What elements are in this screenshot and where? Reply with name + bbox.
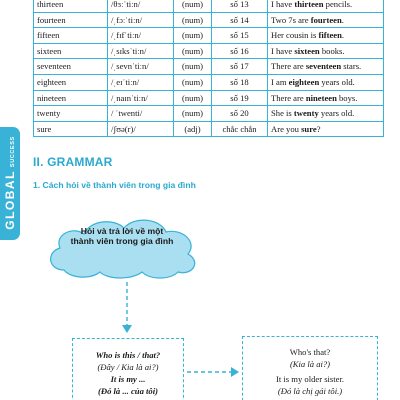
section-heading: II. GRAMMAR xyxy=(33,155,113,169)
example-text-end: boys. xyxy=(336,92,358,103)
example-keyword: eighteen xyxy=(288,76,320,87)
example-text-end: pencils. xyxy=(323,0,353,9)
example-keyword: fifteen xyxy=(318,30,342,41)
pattern-question-translation: (Đây / Kia là ai?) xyxy=(97,362,159,372)
type-cell: (num) xyxy=(174,28,212,44)
ipa-cell: /ˌfɔːˈtiːn/ xyxy=(108,12,174,28)
example-text-start: There are xyxy=(271,61,306,72)
example-question-translation: (Kia là ai?) xyxy=(289,359,331,369)
type-cell: (num) xyxy=(174,12,212,28)
example-keyword: twenty xyxy=(293,108,319,119)
example-text-end: years old. xyxy=(318,108,355,119)
word-cell: fifteen xyxy=(34,28,108,44)
example-keyword: nineteen xyxy=(305,92,337,103)
meaning-cell: số 13 xyxy=(212,0,268,12)
example-keyword: sixteen xyxy=(294,45,320,56)
word-cell: eighteen xyxy=(34,74,108,90)
meaning-cell: số 16 xyxy=(212,43,268,59)
cloud-text-line2: thành viên trong gia đình xyxy=(70,236,174,246)
ipa-cell: /ˌsevnˈtiːn/ xyxy=(108,59,174,75)
ipa-cell: /θɜːˈtiːn/ xyxy=(108,0,174,12)
example-keyword: thirteen xyxy=(294,0,324,9)
meaning-cell: chắc chắn xyxy=(212,121,268,137)
example-text-start: I have xyxy=(271,45,295,56)
example-text-end: years old. xyxy=(319,76,355,87)
example-text-end: stars. xyxy=(341,61,362,72)
meaning-cell: số 20 xyxy=(212,106,268,122)
ipa-cell: /ˌfɪfˈtiːn/ xyxy=(108,28,174,44)
ipa-cell: /ˌsɪksˈtiːn/ xyxy=(108,43,174,59)
word-cell: fourteen xyxy=(34,12,108,28)
word-cell: thirteen xyxy=(34,0,108,12)
type-cell: (num) xyxy=(174,43,212,59)
type-cell: (num) xyxy=(174,59,212,75)
meaning-cell: số 14 xyxy=(212,12,268,28)
type-cell: (num) xyxy=(174,90,212,106)
example-text-start: Two 7s are xyxy=(271,14,311,25)
type-cell: (num) xyxy=(174,0,212,12)
example-text-start: I am xyxy=(271,76,289,87)
example-keyword: seventeen xyxy=(305,61,342,72)
meaning-cell: số 15 xyxy=(212,28,268,44)
pattern-answer-translation: (Đó là ... của tôi) xyxy=(98,386,158,396)
word-cell: nineteen xyxy=(34,90,108,106)
ipa-cell: /ˌnaɪnˈtiːn/ xyxy=(108,90,174,106)
example-keyword: sure xyxy=(301,123,317,134)
ipa-cell: /ʃʊə(r)/ xyxy=(108,121,174,137)
example-answer: It is my older sister. xyxy=(275,374,345,384)
example-text-start: She is xyxy=(271,108,294,119)
example-keyword: fourteen xyxy=(310,14,342,25)
ipa-cell: / ˈtwenti/ xyxy=(108,106,174,122)
word-cell: sure xyxy=(34,121,108,137)
meaning-cell: số 19 xyxy=(212,90,268,106)
sub-heading: 1. Cách hỏi về thành viên trong gia đình xyxy=(33,180,196,190)
ipa-cell: /ˌeɪˈtiːn/ xyxy=(108,74,174,90)
example-text-start: I have xyxy=(271,0,295,9)
meaning-cell: số 17 xyxy=(212,59,268,75)
cloud-text-line1: Hỏi và trả lời về một xyxy=(80,226,164,236)
example-question: Who's that? xyxy=(289,347,331,357)
word-cell: twenty xyxy=(34,106,108,122)
example-text-end: ? xyxy=(316,123,321,134)
example-text-end: . xyxy=(341,14,344,25)
example-text-start: There are xyxy=(271,92,306,103)
brand-tagline: SUCCESS xyxy=(10,136,16,168)
pattern-answer: It is my ... xyxy=(110,374,146,384)
word-cell: sixteen xyxy=(34,43,108,59)
example-text-end: books. xyxy=(319,45,345,56)
word-cell: seventeen xyxy=(34,59,108,75)
type-cell: (num) xyxy=(174,106,212,122)
example-box xyxy=(242,336,378,400)
example-answer-translation: (Đó là chị gái tôi.) xyxy=(277,386,343,396)
brand-name: GLOBAL xyxy=(3,170,17,230)
example-text-start: Her cousin is xyxy=(271,30,319,41)
pattern-box xyxy=(72,338,184,400)
meaning-cell: số 18 xyxy=(212,74,268,90)
type-cell: (num) xyxy=(174,74,212,90)
type-cell: (adj) xyxy=(174,121,212,137)
example-text-end: . xyxy=(341,30,345,41)
example-text-start: Are you xyxy=(271,123,302,134)
pattern-question: Who is this / that? xyxy=(95,350,161,360)
